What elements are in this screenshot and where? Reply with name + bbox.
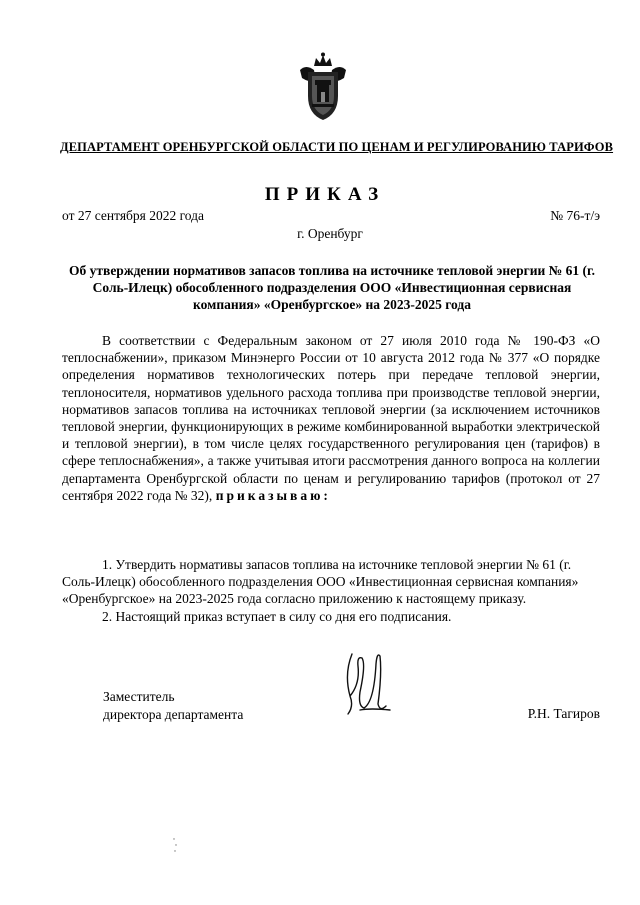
- document-title: ПРИКАЗ: [264, 184, 386, 205]
- signatory-role-line-2: директора департамента: [103, 707, 244, 722]
- scan-artifact: [170, 835, 182, 855]
- order-date: от 27 сентября 2022 года: [62, 208, 205, 223]
- coat-of-arms-icon: [296, 52, 350, 124]
- signatory-role-line-1: Заместитель: [103, 689, 175, 704]
- department-name: ДЕПАРТАМЕНТ ОРЕНБУРГСКОЙ ОБЛАСТИ ПО ЦЕНАМ И РЕГУЛИРОВАНИЮ ТАРИФОВ: [60, 140, 614, 154]
- preamble-paragraph: [62, 332, 600, 504]
- preamble-text: В соответствии с Федеральным законом от 27 июля 2010 года № 190-ФЗ «О теплоснабжении», приказом Минэнерго России от 10 августа 2012 года № 377 «О порядке определения нормативов технологических потерь при передаче тепловой энергии, теплоносителя, нормативов удельного расхода топлива при производстве тепловой энергии, нормативов запасов топлива на источниках тепловой энергии (за исключением источников тепловой энергии, функционирующих в режиме комбинированной выработки электрической и тепловой энергии), в том числе целях государственного регулирования цен (тарифов) в сфере теплоснабжения», а также учитывая итоги рассмотрения данного вопроса на коллегии департамента Оренбургской области по ценам и регулированию тарифов (протокол от 27 сентября 2022 года № 32),: [62, 333, 600, 503]
- order-items: [62, 556, 600, 625]
- order-number: № 76-т/э: [550, 208, 600, 223]
- order-item-2: 2. Настоящий приказ вступает в силу со дня его подписания.: [102, 608, 452, 624]
- order-city: г. Оренбург: [297, 226, 363, 241]
- signatory-name: Р.Н. Тагиров: [527, 706, 600, 721]
- handwritten-signature: [330, 644, 410, 724]
- signatory-role: [103, 688, 243, 724]
- order-subject: Об утверждении нормативов запасов топлива на источнике тепловой энергии № 61 (г. Соль-Илецк) обособленного подразделения ООО «Инвестиционная сервисная компания» «Оренбургское» на 2023-2025 года: [69, 263, 595, 312]
- orders-word: приказываю:: [215, 487, 331, 503]
- order-item-1: 1. Утвердить нормативы запасов топлива на источнике тепловой энергии № 61 (г. Соль-Илецк) обособленного подразделения ООО «Инвестиционная сервисная компания» «Оренбургское» на 2023-2025 года согласно приложению к настоящему приказу.: [62, 557, 579, 607]
